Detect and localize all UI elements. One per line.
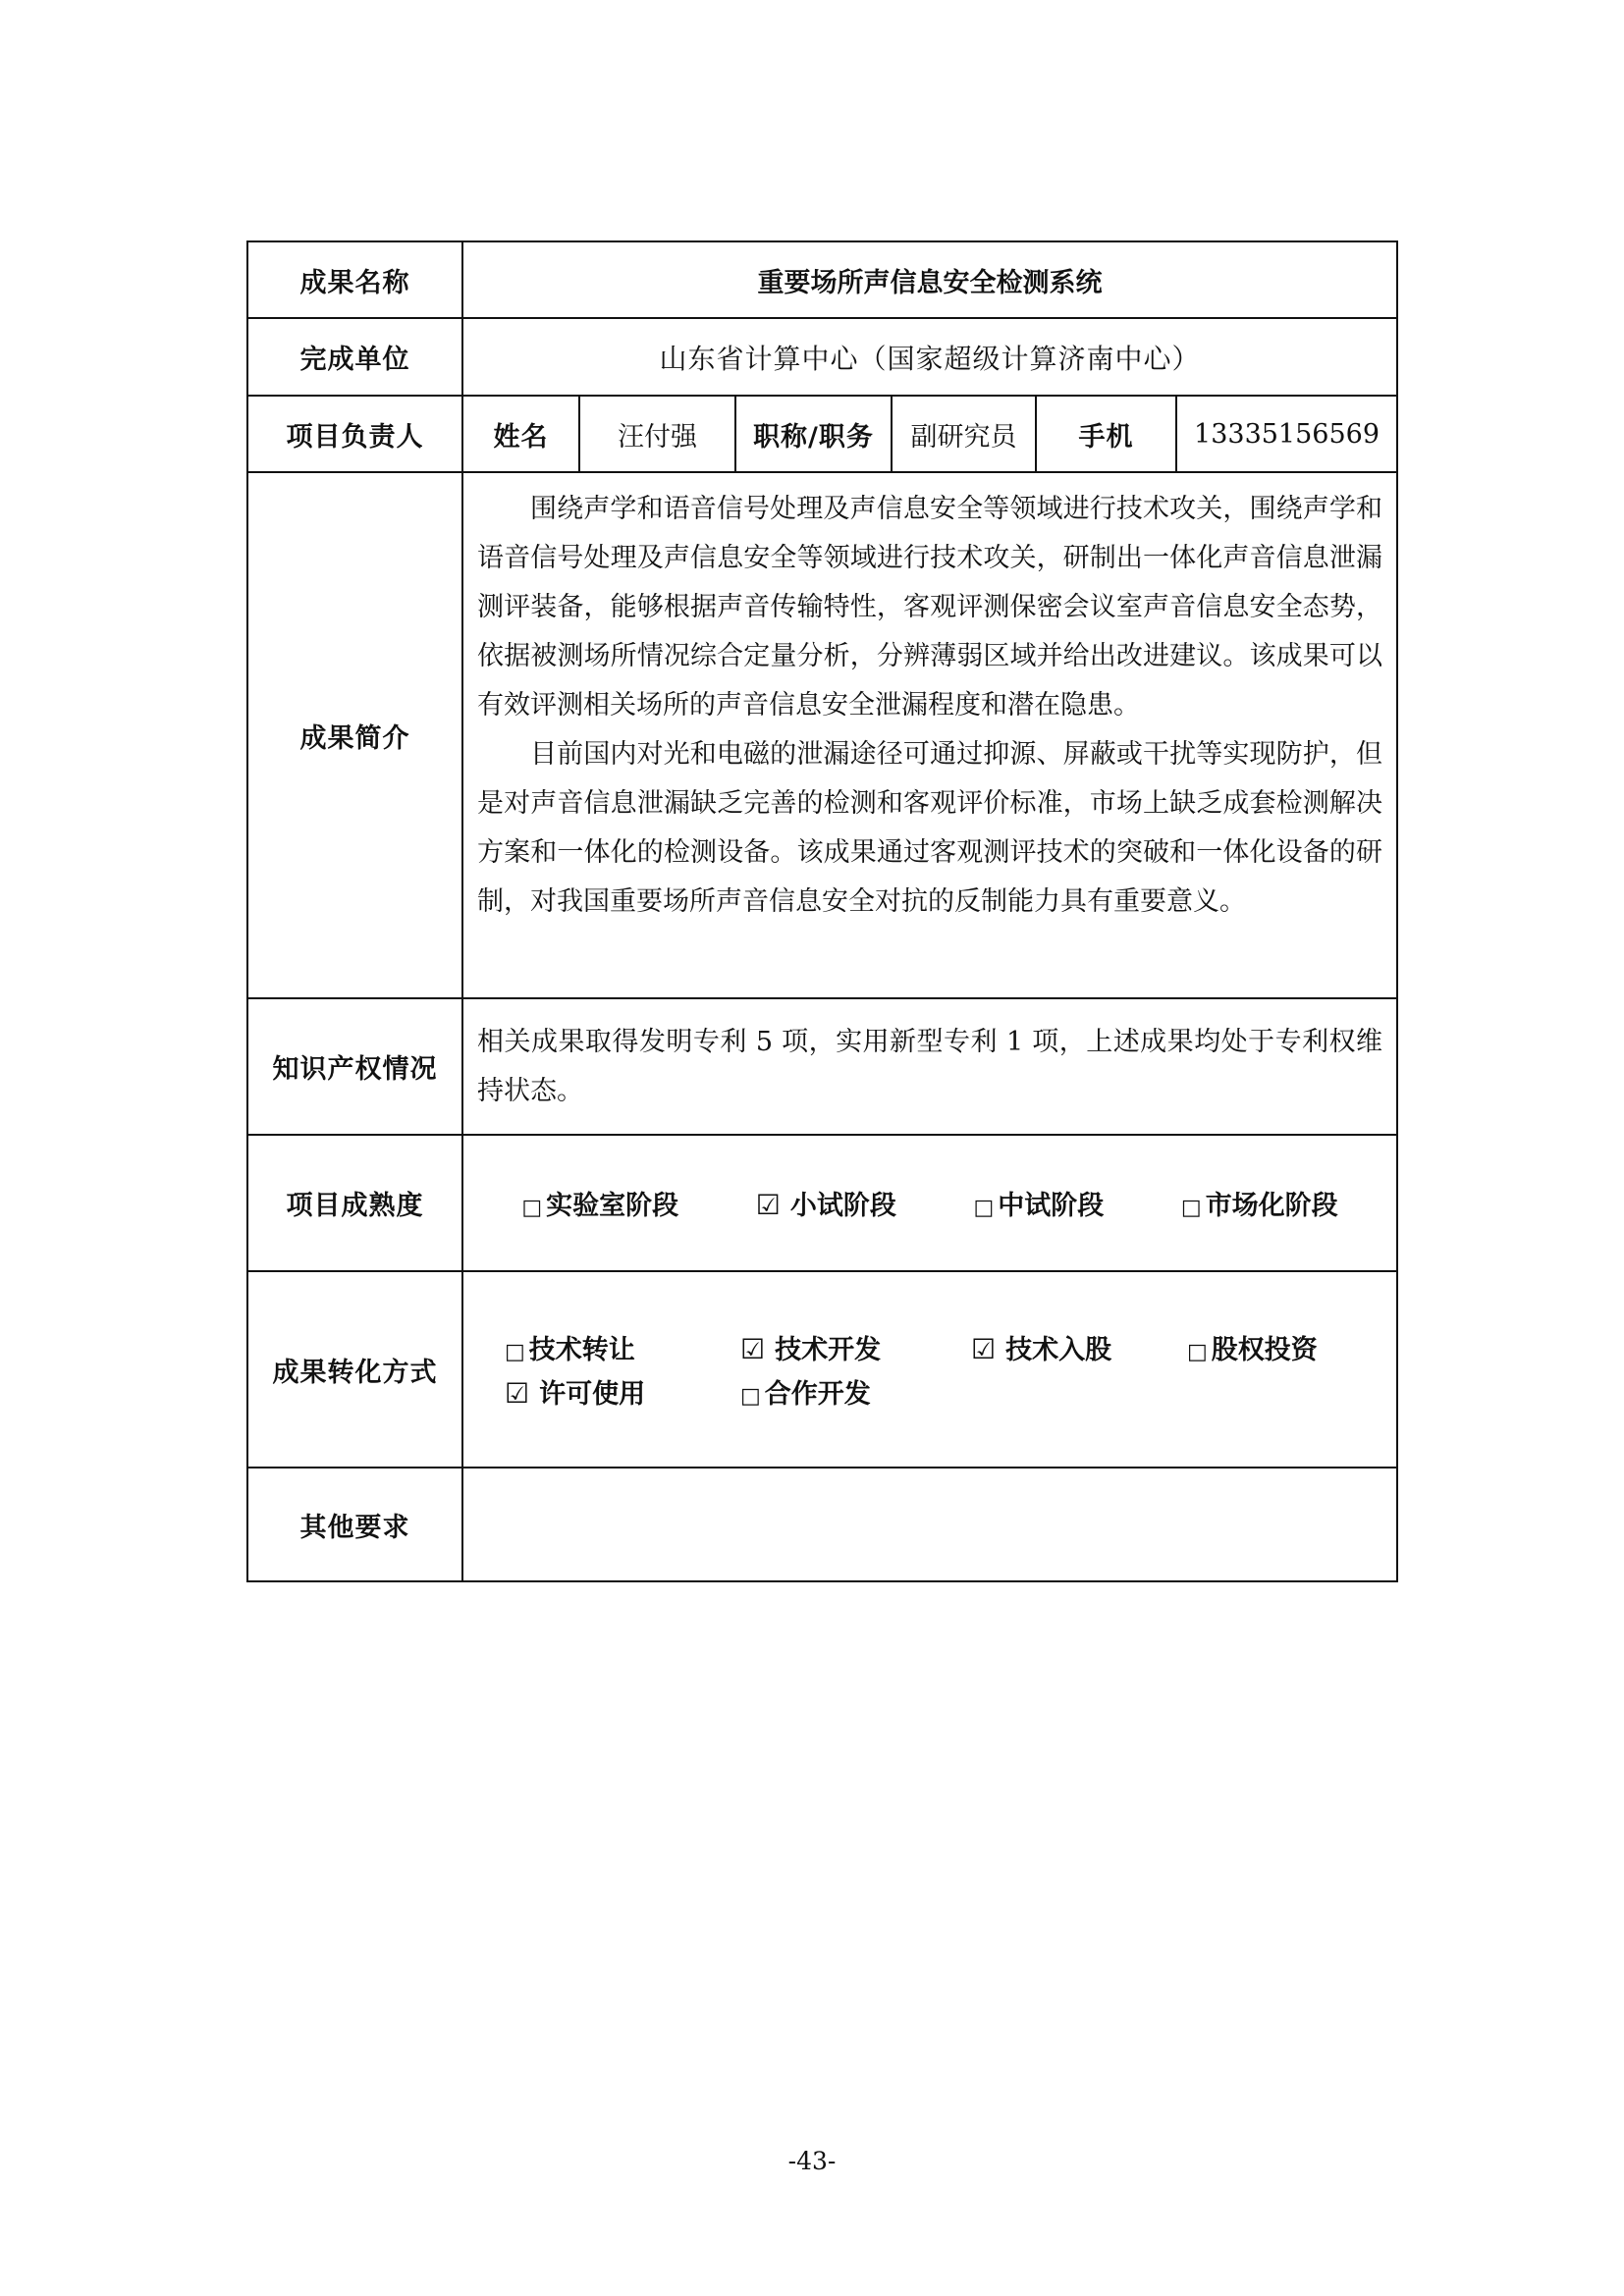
option-label: 股权投资 — [1211, 1335, 1318, 1365]
transfer-option-cooperation[interactable] — [740, 1372, 971, 1411]
checkbox-checked-icon: ☑ — [755, 1189, 781, 1221]
option-label: 技术开发 — [775, 1335, 882, 1365]
ip-text: 相关成果取得发明专利 5 项，实用新型专利 1 项，上述成果均处于专利权维持状态。 — [462, 998, 1397, 1135]
transfer-option-equity-tech[interactable] — [971, 1328, 1187, 1366]
label-maturity: 项目成熟度 — [247, 1135, 462, 1271]
checkbox-unchecked-icon: □ — [1187, 1340, 1208, 1364]
maturity-option-market[interactable] — [1181, 1184, 1338, 1222]
summary-paragraph-2: 目前国内对光和电磁的泄漏途径可通过抑源、屏蔽或干扰等实现防护，但是对声音信息泄漏缺乏完善的检测和客观评价标准，市场上缺乏成套检测解决方案和一体化的检测设备。该成果通过客观测评技术的突破和一体化设备的研制，对我国重要场所声音信息安全对抗的反制能力具有重要意义。 — [477, 739, 1383, 917]
row-achievement-name — [247, 241, 1397, 318]
checkbox-checked-icon: ☑ — [971, 1333, 997, 1365]
row-other-requirements — [247, 1468, 1397, 1581]
row-completion-unit — [247, 318, 1397, 396]
maturity-option-lab[interactable] — [521, 1184, 678, 1222]
row-transfer — [247, 1271, 1397, 1468]
row-maturity — [247, 1135, 1397, 1271]
option-label: 小试阶段 — [789, 1191, 896, 1221]
page-number: -43- — [787, 2147, 837, 2175]
summary-text — [462, 472, 1397, 998]
label-transfer: 成果转化方式 — [247, 1271, 462, 1468]
label-achievement-name: 成果名称 — [247, 241, 462, 318]
label-completion-unit: 完成单位 — [247, 318, 462, 396]
summary-paragraph-1: 围绕声学和语音信号处理及声信息安全等领域进行技术攻关，围绕声学和语音信号处理及声信息安全等领域进行技术攻关，研制出一体化声音信息泄漏测评装备，能够根据声音传输特性，客观评测保密会议室声音信息安全态势，依据被测场所情况综合定量分析，分辨薄弱区域并给出改进建议。该成果可以有效评测相关场所的声音信息安全泄漏程度和潜在隐患。 — [477, 494, 1383, 721]
transfer-option-investment[interactable] — [1187, 1328, 1383, 1366]
achievement-name-value: 重要场所声信息安全检测系统 — [462, 241, 1397, 318]
option-label: 市场化阶段 — [1205, 1191, 1338, 1221]
checkbox-unchecked-icon: □ — [521, 1196, 543, 1220]
row-ip — [247, 998, 1397, 1135]
checkbox-checked-icon: ☑ — [740, 1333, 766, 1365]
option-label: 中试阶段 — [998, 1191, 1105, 1221]
checkbox-unchecked-icon: □ — [973, 1196, 995, 1220]
checkbox-unchecked-icon: □ — [740, 1384, 761, 1409]
transfer-option-license[interactable] — [505, 1372, 740, 1411]
label-ip: 知识产权情况 — [247, 998, 462, 1135]
checkbox-unchecked-icon: □ — [505, 1340, 525, 1364]
transfer-option-development[interactable] — [740, 1328, 971, 1366]
option-label: 技术入股 — [1005, 1335, 1112, 1365]
leader-name-value: 汪付强 — [579, 396, 735, 472]
leader-title-value: 副研究员 — [892, 396, 1036, 472]
achievement-form-table — [246, 240, 1398, 1582]
label-leader-phone: 手机 — [1036, 396, 1176, 472]
other-requirements-value — [462, 1468, 1397, 1581]
label-leader-name: 姓名 — [462, 396, 579, 472]
maturity-option-pilot-medium[interactable] — [973, 1184, 1104, 1222]
row-summary — [247, 472, 1397, 998]
option-label: 许可使用 — [539, 1379, 646, 1410]
completion-unit-value: 山东省计算中心（国家超级计算济南中心） — [462, 318, 1397, 396]
label-other-requirements: 其他要求 — [247, 1468, 462, 1581]
option-label: 合作开发 — [764, 1379, 871, 1410]
label-project-leader: 项目负责人 — [247, 396, 462, 472]
checkbox-checked-icon: ☑ — [505, 1377, 530, 1410]
label-leader-title: 职称/职务 — [735, 396, 892, 472]
leader-phone-value: 13335156569 — [1176, 396, 1397, 472]
label-summary: 成果简介 — [247, 472, 462, 998]
transfer-option-transfer[interactable] — [505, 1328, 740, 1366]
transfer-options — [462, 1271, 1397, 1468]
checkbox-unchecked-icon: □ — [1180, 1196, 1202, 1220]
option-label: 技术转让 — [528, 1335, 635, 1365]
maturity-options — [462, 1135, 1397, 1271]
option-label: 实验室阶段 — [546, 1191, 679, 1221]
maturity-option-pilot-small[interactable] — [756, 1184, 896, 1222]
row-project-leader — [247, 396, 1397, 472]
